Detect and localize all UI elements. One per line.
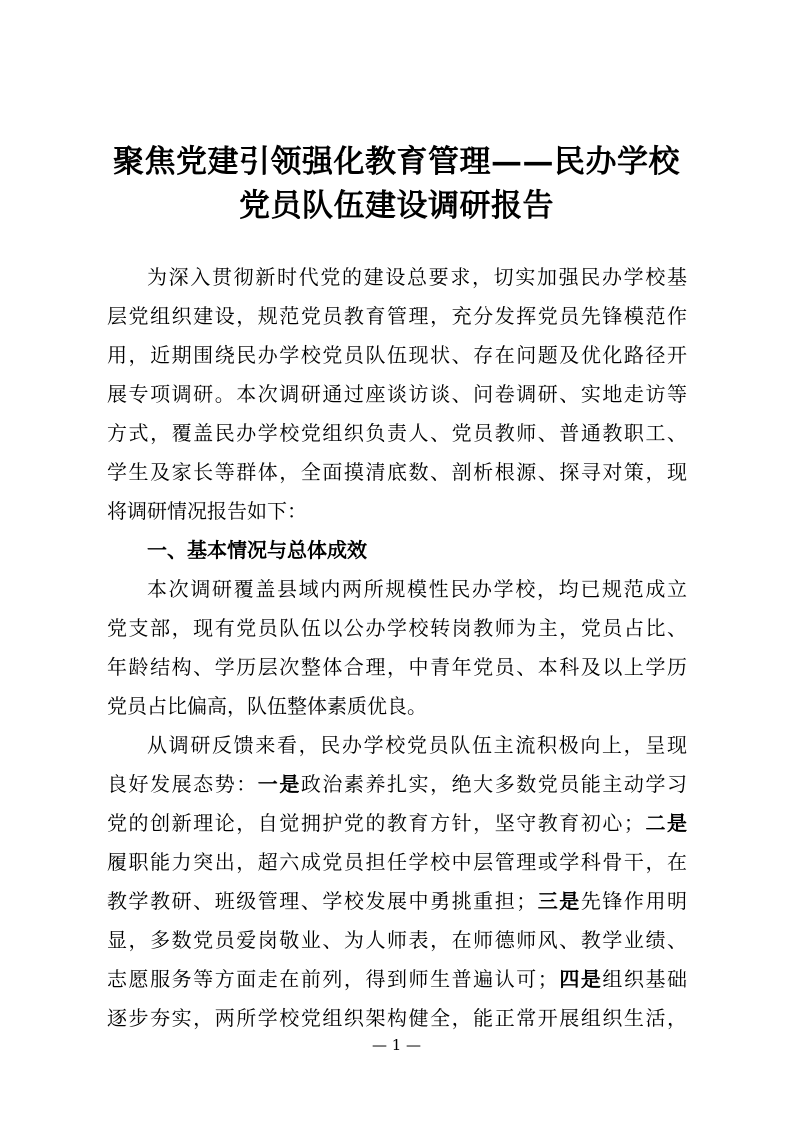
section-heading: 一、基本情况与总体成效	[147, 538, 367, 562]
intro-line: 展专项调研。本次调研通过座谈访谈、问卷调研、实地走访等	[107, 382, 687, 406]
text-run: 良好发展态势：	[107, 772, 258, 796]
emphasis-run: 二是	[643, 811, 688, 835]
section-line: 显，多数党员爱岗敬业、为人师表，在师德师风、教学业绩、	[107, 928, 687, 952]
section-line	[107, 964, 687, 994]
section-line: 从调研反馈来看，民办学校党员队伍主流积极向上，呈现	[147, 733, 687, 757]
intro-line: 将调研情况报告如下：	[107, 499, 307, 523]
intro-line: 层党组织建设，规范党员教育管理，充分发挥党员先锋模范作	[107, 304, 687, 328]
section-line: 本次调研覆盖县域内两所规模性民办学校，均已规范成立	[147, 577, 687, 601]
text-run: 志愿服务等方面走在前列，得到师生普遍认可；	[107, 967, 558, 991]
section-line: 逐步夯实，两所学校党组织架构健全，能正常开展组织生活，	[107, 1006, 687, 1030]
document-title-line-2: 党员队伍建设调研报告	[239, 188, 554, 224]
section-line: 履职能力突出，超六成党员担任学校中层管理或学科骨干，在	[107, 850, 687, 874]
page-number: — 1 —	[371, 1036, 422, 1054]
text-run: 政治素养扎实，绝大多数党员能主动学习	[300, 772, 688, 796]
intro-line: 方式，覆盖民办学校党组织负责人、党员教师、普通教职工、	[107, 421, 687, 445]
section-line	[107, 886, 687, 916]
emphasis-run: 四是	[557, 967, 603, 991]
text-run: 教学教研、班级管理、学校发展中勇挑重担；	[107, 889, 537, 913]
intro-line: 为深入贯彻新时代党的建设总要求，切实加强民办学校基	[147, 265, 687, 289]
section-line	[107, 808, 687, 838]
text-run: 组织基础	[602, 967, 688, 991]
emphasis-run: 三是	[536, 889, 581, 913]
text-run: 党的创新理论，自觉拥护党的教育方针，坚守教育初心；	[107, 811, 644, 835]
section-line	[107, 769, 687, 799]
emphasis-run: 一是	[257, 772, 301, 796]
intro-line: 用，近期围绕民办学校党员队伍现状、存在问题及优化路径开	[107, 343, 687, 367]
section-line: 年龄结构、学历层次整体合理，中青年党员、本科及以上学历	[107, 655, 687, 679]
document-title-line-1: 聚焦党建引领强化教育管理——民办学校	[113, 144, 680, 180]
section-line: 党支部，现有党员队伍以公办学校转岗教师为主，党员占比、	[107, 616, 687, 640]
text-run: 先锋作用明	[580, 889, 688, 913]
intro-line: 学生及家长等群体，全面摸清底数、剖析根源、探寻对策，现	[107, 460, 687, 484]
section-line: 党员占比偏高，队伍整体素质优良。	[107, 694, 427, 718]
